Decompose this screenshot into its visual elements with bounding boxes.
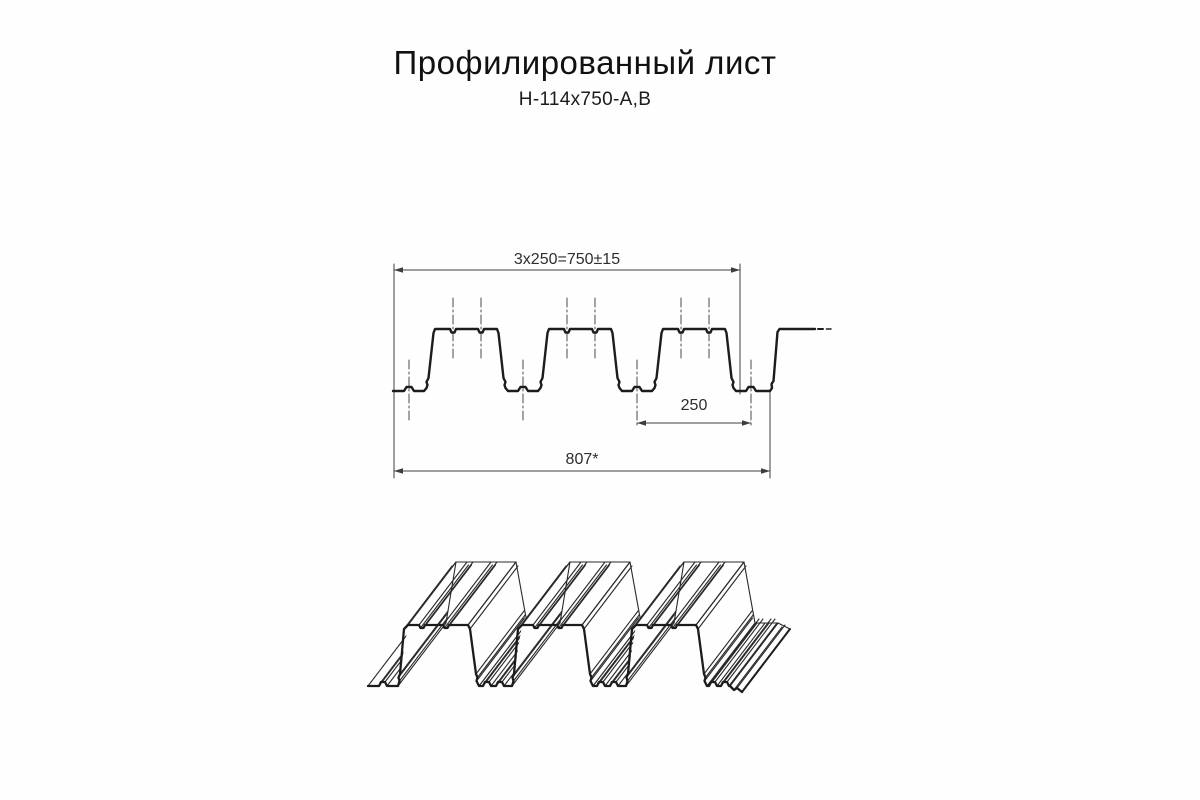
drawing-title: Профилированный лист (393, 44, 777, 81)
dimension-label-rib-pitch: 250 (680, 397, 708, 414)
profile-designation: Н-114х750-А,В (518, 89, 652, 110)
cross-section-view (393, 264, 831, 478)
dimension-label-pitch-total: 3x250=750±15 (513, 251, 621, 268)
perspective-view (368, 562, 790, 692)
dimension-label-overall-width: 807* (565, 451, 599, 468)
